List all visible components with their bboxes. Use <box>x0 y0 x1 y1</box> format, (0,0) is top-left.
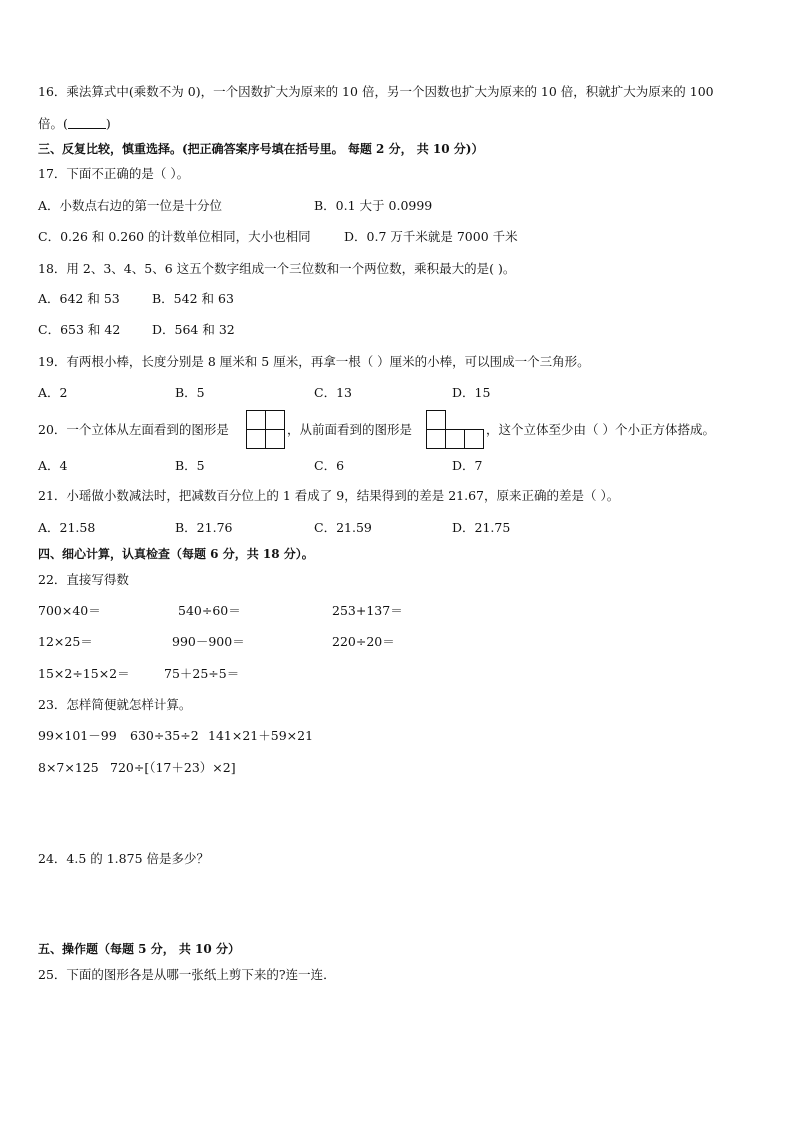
q19-option-c[interactable]: C．13 <box>314 385 352 400</box>
q18-option-d[interactable]: D．564 和 32 <box>152 322 235 337</box>
q23-r1-c2: 630÷35÷2 <box>130 728 199 743</box>
q22-r1-c3: 253+137＝ <box>332 603 403 618</box>
q20-option-a[interactable]: A．4 <box>38 458 68 473</box>
q23-r2-c1: 8×7×125 <box>38 760 99 775</box>
q17-option-d[interactable]: D．0.7 万千米就是 7000 千米 <box>344 229 518 244</box>
q16-line2-pre: 倍。( <box>38 116 68 131</box>
q17-option-b[interactable]: B．0.1 大于 0.0999 <box>314 198 433 213</box>
q20-option-d[interactable]: D．7 <box>452 458 483 473</box>
q18-option-c[interactable]: C．653 和 42 <box>38 322 121 337</box>
q16-line1: 16．乘法算式中(乘数不为 0)，一个因数扩大为原来的 10 倍，另一个因数也扩大为原来的 10 倍，积就扩大为原来的 100 <box>38 84 714 99</box>
q24-stem: 24．4.5 的 1.875 倍是多少？ <box>38 851 209 866</box>
q16-line2-post: ) <box>105 116 111 131</box>
q17-option-c[interactable]: C．0.26 和 0.260 的计数单位相同，大小也相同 <box>38 229 311 244</box>
q20-stem-b: ，从前面看到的图形是 <box>287 422 413 437</box>
q20-option-b[interactable]: B．5 <box>175 458 205 473</box>
q21-option-a[interactable]: A．21.58 <box>38 520 96 535</box>
q23-r2-c2: 720÷[（17＋23）×2] <box>110 760 236 775</box>
q18-option-a[interactable]: A．642 和 53 <box>38 291 120 306</box>
q21-option-b[interactable]: B．21.76 <box>175 520 233 535</box>
q18-stem: 18．用 2、3、4、5、6 这五个数字组成一个三位数和一个两位数，乘积最大的是( )。 <box>38 261 516 276</box>
q19-stem: 19．有两根小棒，长度分别是 8 厘米和 5 厘米，再拿一根（ ）厘米的小棒，可以围成一个三角形。 <box>38 354 590 369</box>
q16-line2 <box>38 116 111 132</box>
q22-r2-c2: 990－900＝ <box>172 634 245 649</box>
q17-stem: 17．下面不正确的是（ ）。 <box>38 166 190 181</box>
q22-r3-c1: 15×2÷15×2＝ <box>38 666 130 681</box>
q25-stem: 25．下面的图形各是从哪一张纸上剪下来的?连一连． <box>38 967 336 982</box>
q21-option-d[interactable]: D．21.75 <box>452 520 511 535</box>
q19-option-b[interactable]: B．5 <box>175 385 205 400</box>
q20-stem-c: ，这个立体至少由（ ）个小正方体搭成。 <box>486 422 715 437</box>
q22-r3-c2: 75＋25÷5＝ <box>164 666 240 681</box>
q23-r1-c1: 99×101－99 <box>38 728 117 743</box>
q16-answer-blank[interactable] <box>68 116 106 129</box>
section3-title: 三、反复比较，慎重选择。(把正确答案序号填在括号里。 每题 2 分， 共 10 分)） <box>38 142 484 156</box>
q22-r2-c1: 12×25＝ <box>38 634 93 649</box>
q20-stem-a: 20．一个立体从左面看到的图形是 <box>38 422 229 437</box>
section5-title: 五、操作题（每题 5 分， 共 10 分） <box>38 942 240 956</box>
q23-r1-c3: 141×21＋59×21 <box>208 728 314 743</box>
q22-r2-c3: 220÷20＝ <box>332 634 395 649</box>
q20-front-view-figure <box>426 410 484 449</box>
q23-stem: 23．怎样简便就怎样计算。 <box>38 697 192 712</box>
q22-r1-c2: 540÷60＝ <box>178 603 241 618</box>
q18-option-b[interactable]: B．542 和 63 <box>152 291 234 306</box>
q22-r1-c1: 700×40＝ <box>38 603 101 618</box>
q21-stem: 21．小瑶做小数减法时，把减数百分位上的 1 看成了 9，结果得到的差是 21.67，原来正确的差是（ ）。 <box>38 488 620 503</box>
q19-option-d[interactable]: D．15 <box>452 385 491 400</box>
q19-option-a[interactable]: A．2 <box>38 385 68 400</box>
section4-title: 四、细心计算，认真检查（每题 6 分，共 18 分）。 <box>38 547 314 561</box>
q21-option-c[interactable]: C．21.59 <box>314 520 372 535</box>
q20-left-view-figure <box>246 410 285 449</box>
q22-stem: 22．直接写得数 <box>38 572 129 587</box>
q17-option-a[interactable]: A．小数点右边的第一位是十分位 <box>38 198 223 213</box>
q20-option-c[interactable]: C．6 <box>314 458 345 473</box>
